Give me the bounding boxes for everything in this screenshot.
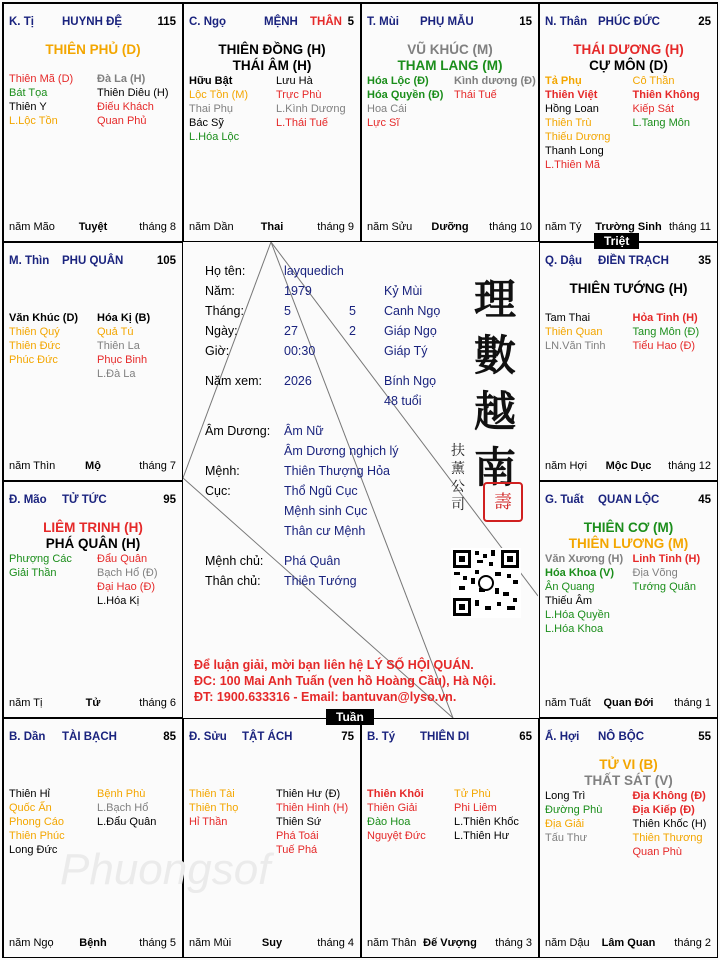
minor-star: L.Hóa Kị (97, 595, 140, 607)
minor-star: Thiên Phúc (9, 830, 65, 842)
palace-number: 5 (347, 16, 354, 28)
calligraphy-logo: 理 數 越 南 (473, 275, 516, 492)
palace-branch: T. Mùi (367, 16, 399, 28)
minor-star: L.Đà La (97, 368, 136, 380)
minor-star: Long Trì (545, 790, 586, 802)
palace-year: năm Thìn (9, 460, 56, 472)
minor-star: Bác Sỹ (189, 117, 224, 129)
minor-star: Tướng Quân (632, 581, 696, 593)
minor-star: L.Thiên Hư (454, 830, 510, 842)
minor-star: Hóa Khoa (V) (545, 567, 615, 579)
minor-stars-right (633, 789, 707, 859)
minor-star: Hoa Cái (367, 103, 407, 115)
main-star: THIÊN CƠ (M) (583, 520, 674, 535)
palace-cell-thin (3, 242, 183, 481)
minor-star: L.Thiên Khốc (454, 816, 519, 828)
minor-star: Phúc Đức (9, 354, 58, 366)
minor-star: Địa Võng (632, 567, 678, 579)
palace-stage: Trường Sinh (595, 221, 662, 233)
palace-month: tháng 2 (674, 937, 711, 949)
minor-star: Thiên Không (632, 89, 700, 101)
palace-name: QUAN LỘC (598, 494, 660, 506)
palace-year: năm Mão (9, 221, 55, 233)
hour-label: Giờ: (205, 344, 230, 358)
menhchu-label: Mệnh chủ: (205, 554, 264, 568)
minor-star: Bạch Hổ (Đ) (97, 567, 158, 579)
palace-stage: Mộc Dục (605, 460, 652, 472)
minor-star: L.Thiên Mã (545, 159, 601, 171)
minor-star: Đào Hoa (367, 816, 411, 828)
main-star: THIÊN TƯỚNG (H) (569, 281, 688, 296)
thanchu-label: Thân chủ: (205, 574, 261, 588)
minor-star: Phá Toái (276, 830, 319, 842)
minor-star: Thiên Việt (545, 89, 598, 101)
minor-star: Trực Phù (276, 89, 322, 101)
minor-stars-left (189, 787, 238, 829)
palace-number: 35 (698, 255, 711, 267)
minor-star: Thiên Trù (545, 117, 592, 129)
main-star: THAM LANG (M) (397, 58, 503, 73)
palace-month: tháng 7 (139, 460, 176, 472)
minor-stars-left (9, 787, 65, 857)
palace-month: tháng 8 (139, 221, 176, 233)
year-can: Kỷ Mùi (384, 284, 423, 298)
minor-star: Thanh Long (545, 145, 604, 157)
minor-star: Tang Môn (Đ) (632, 326, 700, 338)
palace-number: 55 (698, 731, 711, 743)
palace-stage: Quan Đới (603, 697, 654, 709)
main-star: THÁI ÂM (H) (232, 58, 312, 73)
minor-star: Quả Tú (97, 326, 134, 338)
palace-name: PHÚC ĐỨC (598, 16, 660, 28)
minor-stars-left (545, 74, 610, 172)
minor-star: Linh Tinh (H) (632, 553, 701, 565)
minor-star: L.Hóa Lộc (189, 131, 240, 143)
month-can: Canh Ngọ (384, 304, 441, 318)
minor-star: Thiên Thương (632, 832, 703, 844)
view-year-can: Bính Ngọ (384, 374, 437, 388)
minor-star: Phục Binh (97, 354, 148, 366)
palace-cell-ngo (183, 3, 361, 242)
minor-stars-right (97, 552, 158, 608)
palace-number: 45 (698, 494, 711, 506)
minor-star: Đẩu Quân (97, 553, 148, 565)
palace-month: tháng 4 (317, 937, 354, 949)
palace-name: TẬT ÁCH (242, 731, 293, 743)
minor-star: L.Đẩu Quân (97, 816, 157, 828)
minor-star: Thiên Sứ (276, 816, 322, 828)
palace-cell-ti (3, 3, 183, 242)
minor-star: Hỉ Thần (189, 816, 228, 828)
cuc-value-3: Thân cư Mệnh (284, 524, 366, 538)
palace-stage: Dưỡng (431, 221, 469, 233)
main-star: THẤT SÁT (V) (584, 773, 673, 788)
minor-star: Thái Tuế (454, 89, 497, 101)
palace-year: năm Tị (9, 697, 43, 709)
palace-year: năm Thân (367, 937, 417, 949)
palace-name: HUYNH ĐỆ (62, 16, 123, 28)
minor-star: Hồng Loan (545, 103, 599, 115)
minor-star: Văn Xương (H) (545, 553, 624, 565)
minor-star: Kiếp Sát (632, 103, 675, 115)
amduong-value: Âm Nữ (284, 424, 324, 438)
contact-line-1: Để luận giải, mời bạn liên hệ LÝ SỐ HỘI QUÁN. (194, 658, 474, 672)
palace-stage: Tử (85, 697, 101, 709)
minor-stars-right (97, 72, 169, 128)
palace-branch: Đ. Sửu (189, 731, 227, 743)
palace-year: năm Dần (189, 221, 234, 233)
main-star: LIÊM TRINH (H) (43, 520, 143, 535)
palace-year: năm Sửu (367, 221, 413, 233)
minor-star: Thiên Y (9, 101, 47, 113)
palace-cell-dan (3, 718, 183, 958)
menhchu-value: Phá Quân (284, 554, 341, 568)
minor-star: Thiên Quan (545, 326, 603, 338)
minor-stars-left (9, 552, 72, 580)
minor-star: Thiên Thọ (189, 802, 239, 814)
minor-stars-left (367, 787, 426, 843)
palace-branch: N. Thân (545, 16, 588, 28)
center-panel (183, 242, 538, 718)
minor-star: Long Đức (9, 844, 58, 856)
minor-star: Giải Thần (9, 567, 57, 579)
name-value: layquedich (284, 264, 344, 278)
palace-month: tháng 12 (668, 460, 711, 472)
minor-star: Thiên Diêu (H) (97, 87, 169, 99)
palace-branch: B. Dần (9, 731, 46, 743)
palace-month: tháng 1 (674, 697, 711, 709)
amduong-value-2: Âm Dương nghịch lý (284, 444, 399, 458)
main-star: THIÊN PHỦ (D) (45, 42, 141, 57)
minor-stars-left (545, 789, 602, 845)
palace-branch: G. Tuất (545, 494, 584, 506)
minor-stars-right (97, 787, 156, 829)
seal-text: 扶 薰 公 司 (451, 443, 465, 513)
minor-star: Nguyệt Đức (367, 830, 426, 842)
minor-star: Thiên Hình (H) (276, 802, 349, 814)
month-lunar: 5 (349, 304, 356, 318)
main-star: THIÊN LƯƠNG (M) (568, 536, 689, 551)
minor-star: Hỏa Tinh (H) (632, 312, 698, 324)
hour-can: Giáp Tý (384, 344, 428, 358)
name-label: Họ tên: (205, 264, 246, 278)
hour-value: 00:30 (284, 344, 316, 358)
palace-branch: C. Ngọ (189, 16, 227, 28)
thanchu-value: Thiên Tướng (284, 574, 357, 588)
palace-name: ĐIỀN TRẠCH (598, 255, 669, 267)
main-star: CỰ MÔN (D) (589, 58, 668, 73)
day-lunar: 2 (349, 324, 356, 338)
month-label: Tháng: (205, 304, 244, 318)
minor-star: Đường Phù (545, 804, 603, 816)
minor-stars-right (633, 311, 700, 353)
minor-star: L.Bạch Hổ (97, 802, 149, 814)
minor-stars-left (9, 311, 78, 367)
age-value: 48 tuổi (384, 394, 422, 408)
minor-stars-left (545, 552, 623, 636)
minor-star: Hóa Lộc (Đ) (367, 75, 429, 87)
palace-year: năm Hợi (545, 460, 588, 472)
minor-star: Bệnh Phù (97, 788, 146, 800)
minor-star: Tử Phù (454, 788, 491, 800)
palace-cell-dau (539, 242, 718, 481)
palace-branch: Q. Dậu (545, 255, 583, 267)
palace-branch: M. Thìn (9, 255, 50, 267)
palace-year: năm Tuất (545, 697, 591, 709)
red-seal-stamp: 壽 (483, 482, 523, 522)
minor-star: Hữu Bật (189, 75, 233, 87)
palace-stage: Bệnh (79, 937, 107, 949)
palace-number: 25 (698, 16, 711, 28)
minor-star: Hóa Kị (B) (97, 312, 151, 324)
month-value: 5 (284, 304, 291, 318)
minor-star: Thiên Quý (9, 326, 60, 338)
minor-star: L.Tang Môn (632, 117, 690, 129)
minor-star: Hóa Quyền (Đ) (367, 89, 444, 101)
minor-star: Thiên Khôi (367, 788, 424, 800)
palace-cell-mao (3, 481, 183, 718)
palace-branch: K. Tị (9, 16, 34, 28)
palace-stage: Suy (261, 937, 283, 949)
year-label: Năm: (205, 284, 235, 298)
palace-month: tháng 5 (139, 937, 176, 949)
palace-cell-mui (361, 3, 539, 242)
palace-stage: Thai (260, 221, 284, 233)
palace-name: NÔ BỘC (598, 731, 644, 743)
palace-year: năm Mùi (189, 937, 232, 949)
minor-stars-left (545, 311, 606, 353)
minor-stars-right (633, 74, 700, 130)
menh-label: Mệnh: (205, 464, 240, 478)
palace-cell-ty (361, 718, 539, 958)
minor-star: Thiên Mã (D) (9, 73, 74, 85)
day-label: Ngày: (205, 324, 238, 338)
minor-star: Đà La (H) (97, 73, 146, 85)
cuc-value-2: Mệnh sinh Cục (284, 504, 368, 518)
minor-stars-left (189, 74, 248, 144)
palace-month: tháng 10 (489, 221, 532, 233)
palace-name: MỆNH (264, 16, 298, 28)
palace-month: tháng 6 (139, 697, 176, 709)
palace-cell-tuat (539, 481, 718, 718)
minor-star: Bát Tọa (9, 87, 48, 99)
minor-stars-right (454, 787, 519, 843)
palace-year: năm Ngọ (9, 937, 54, 949)
minor-star: L.Kình Dương (276, 103, 346, 115)
palace-name: PHU QUÂN (62, 255, 124, 267)
minor-stars-right (633, 552, 701, 594)
palace-name: TÀI BẠCH (62, 731, 117, 743)
qr-code (451, 548, 521, 618)
minor-star: Tiểu Hao (Đ) (632, 340, 696, 352)
minor-star: Tả Phụ (545, 75, 582, 87)
minor-star: L.Thái Tuế (276, 117, 328, 129)
minor-star: Địa Giải (545, 818, 585, 830)
palace-branch: Đ. Mão (9, 494, 47, 506)
tuan-ribbon: Tuần (326, 709, 374, 725)
palace-number: 15 (519, 16, 532, 28)
menh-value: Thiên Thượng Hỏa (284, 464, 390, 478)
minor-star: Quan Phủ (97, 115, 147, 127)
palace-month: tháng 3 (495, 937, 532, 949)
palace-cell-suu (183, 718, 361, 958)
minor-star: Lực Sĩ (367, 117, 400, 129)
palace-number: 65 (519, 731, 532, 743)
minor-star: Thiên Khốc (H) (632, 818, 707, 830)
day-can: Giáp Ngọ (384, 324, 437, 338)
palace-name: THIÊN DI (420, 731, 470, 743)
view-year-label: Năm xem: (205, 374, 262, 388)
palace-number: 75 (341, 731, 354, 743)
minor-star: Quan Phù (632, 846, 683, 858)
palace-cell-hoi (539, 718, 718, 958)
minor-star: Tấu Thư (545, 832, 588, 844)
palace-stage: Lâm Quan (601, 937, 656, 949)
minor-star: Thiên Hỉ (9, 788, 50, 800)
minor-star: Thiếu Dương (545, 131, 611, 143)
minor-star: Đại Hao (Đ) (97, 581, 156, 593)
minor-star: Phong Cáo (9, 816, 65, 828)
cuc-label: Cục: (205, 484, 231, 498)
minor-star: L.Lộc Tồn (9, 115, 58, 127)
minor-star: Địa Kiếp (Đ) (632, 804, 695, 816)
minor-star: Điếu Khách (97, 101, 154, 113)
minor-stars-right (454, 74, 536, 102)
palace-month: tháng 9 (317, 221, 354, 233)
contact-line-3: ĐT: 1900.633316 - Email: bantuvan@lyso.vn. (194, 690, 457, 704)
minor-star: Cô Thần (632, 75, 675, 87)
minor-star: Thiên Tài (189, 788, 235, 800)
minor-star: Văn Khúc (D) (9, 312, 79, 324)
palace-branch: Ấ. Hợi (545, 731, 580, 743)
minor-star: Thiên Đức (9, 340, 61, 352)
palace-number: 105 (156, 255, 176, 267)
minor-star: Thiên Giải (367, 802, 418, 814)
palace-number: 115 (157, 16, 176, 28)
palace-name: TỬ TỨC (62, 494, 107, 506)
palace-stage: Mộ (85, 460, 101, 472)
than-label: THÂN (310, 16, 342, 28)
palace-name: PHỤ MẪU (420, 16, 474, 28)
minor-star: Địa Không (Đ) (632, 790, 706, 802)
minor-star: Thiếu Âm (545, 595, 593, 607)
triet-ribbon: Triệt (594, 233, 639, 249)
minor-star: Lộc Tồn (M) (189, 89, 249, 101)
minor-star: Lưu Hà (276, 75, 313, 87)
minor-stars-left (9, 72, 73, 128)
minor-star: L.Hóa Quyền (545, 609, 610, 621)
minor-star: Phi Liêm (454, 802, 497, 814)
main-star: TỬ VI (B) (599, 757, 658, 772)
minor-star: Tuế Phá (276, 844, 318, 856)
minor-star: L.Hóa Khoa (545, 623, 604, 635)
minor-stars-left (367, 74, 443, 130)
cuc-value: Thổ Ngũ Cục (284, 484, 358, 498)
palace-number: 95 (163, 494, 176, 506)
palace-stage: Đế Vượng (423, 937, 477, 949)
minor-stars-right (276, 787, 348, 857)
minor-star: Ân Quang (545, 581, 595, 593)
minor-stars-right (97, 311, 150, 381)
amduong-label: Âm Dương: (205, 424, 271, 438)
minor-star: Kình dương (Đ) (454, 75, 536, 87)
palace-cell-than (539, 3, 718, 242)
view-year-value: 2026 (284, 374, 312, 388)
minor-star: Thiên Hư (Đ) (276, 788, 341, 800)
minor-star: Quốc Ấn (9, 802, 52, 814)
minor-star: Thai Phụ (189, 103, 234, 115)
palace-year: năm Dậu (545, 937, 590, 949)
palace-year: năm Tý (545, 221, 582, 233)
minor-stars-right (276, 74, 346, 130)
day-value: 27 (284, 324, 298, 338)
main-star: THIÊN ĐỒNG (H) (218, 42, 326, 57)
palace-stage: Tuyệt (78, 221, 108, 233)
minor-star: LN.Văn Tinh (545, 340, 606, 352)
main-star: PHÁ QUÂN (H) (45, 536, 141, 551)
minor-star: Tam Thai (545, 312, 591, 324)
minor-star: Phượng Các (9, 553, 72, 565)
main-star: VŨ KHÚC (M) (407, 42, 493, 57)
palace-branch: B. Tý (367, 731, 396, 743)
minor-star: Thiên La (97, 340, 140, 352)
contact-line-2: ĐC: 100 Mai Anh Tuấn (ven hồ Hoàng Cầu), Hà Nội. (194, 674, 497, 688)
year-value: 1979 (284, 284, 312, 298)
palace-month: tháng 11 (668, 221, 711, 233)
palace-number: 85 (163, 731, 176, 743)
watermark: Phuongsof (60, 845, 271, 894)
main-star: THÁI DƯƠNG (H) (573, 42, 684, 57)
